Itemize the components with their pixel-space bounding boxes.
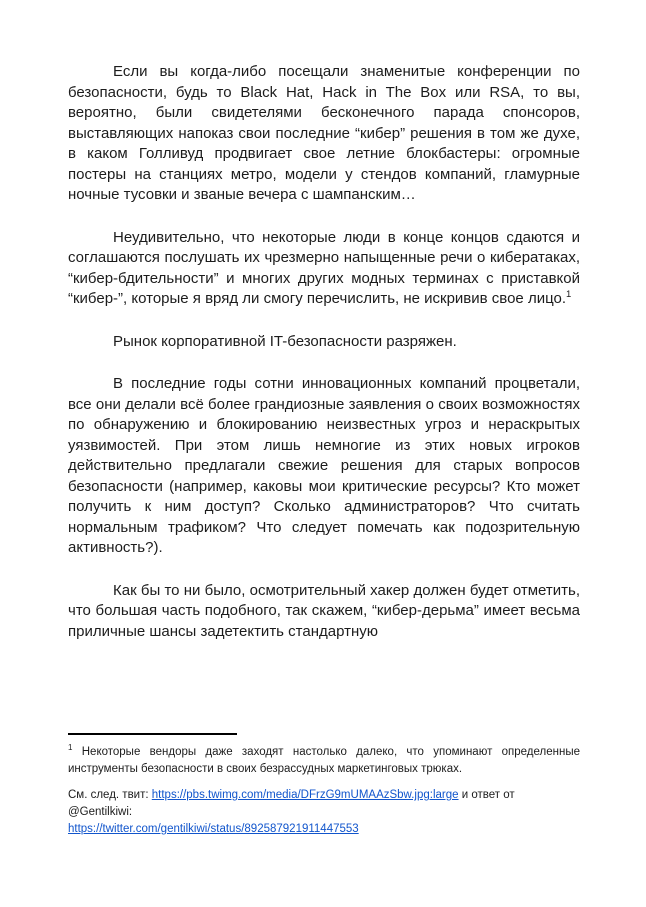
paragraph-1-text: Если вы когда-либо посещали знаменитые конференции по безопасности, будь то Black Hat, Hack in The Box или RSA, то вы, вероятно, были свидетелями бесконечного парада спонсоров, выставляющих напоказ свои последние “кибер” решения в том же духе, в каком Голливуд продвигает свое летние блокбастеры: огромные постеры на станциях метро, модели у стендов компаний, гламурные ночные тусовки и званые вечера с шампанским…: [68, 63, 580, 203]
twitter-status-link[interactable]: https://twitter.com/gentilkiwi/status/892587921911447553: [68, 823, 359, 835]
footnote-see-prefix: См. след. твит:: [68, 789, 152, 801]
paragraph-2: [68, 228, 580, 310]
paragraph-3: [68, 332, 580, 353]
body-text: [68, 62, 580, 664]
footnote-links-paragraph: [68, 787, 580, 838]
paragraph-2-text: Неудивительно, что некоторые люди в конце концов сдаются и соглашаются послушать их чрезмерно напыщенные речи о кибератаках, “кибер-бдительности” и многих других модных терминах с приставкой “кибер-”, которые я вряд ли смогу перечислить, не искривив свое лицо.: [68, 228, 580, 307]
paragraph-5-text: Как бы то ни было, осмотрительный хакер должен будет отметить, что большая часть подобного, так скажем, “кибер-дерьма” имеет весьма приличные шансы задетектить стандартную: [68, 581, 580, 640]
paragraph-3-text: Рынок корпоративной IT-безопасности разряжен.: [113, 332, 457, 350]
footnote-middle-text: и ответ от @Gentilkiwi:: [68, 789, 515, 818]
footnote-1-text: Некоторые вендоры даже заходят настолько далеко, что упоминают определенные инструменты безопасности в своих безрассудных маркетинговых трюках.: [68, 746, 580, 775]
footnote-separator-line: [68, 733, 237, 735]
page-content: [68, 0, 580, 907]
paragraph-4: [68, 374, 580, 559]
twitter-image-link[interactable]: https://pbs.twimg.com/media/DFrzG9mUMAAzSbw.jpg:large: [151, 789, 459, 801]
footnote-1: [68, 744, 580, 778]
footnote-area: [68, 733, 580, 838]
paragraph-1: [68, 62, 580, 206]
footnote-1-marker: 1: [68, 743, 73, 753]
footnote-reference-marker: 1: [566, 289, 572, 300]
paragraph-5: [68, 581, 580, 643]
paragraph-4-text: В последние годы сотни инновационных компаний процветали, все они делали всё более грандиозные заявления о своих возможностях по обнаружению и блокированию неизвестных угроз и нераскрытых уязвимостей. При этом лишь немногие из этих новых игроков действительно предлагали свежие решения для старых вопросов безопасности (например, каковы мои критические ресурсы? Кто может получить к ним доступ? Сколько администраторов? Что считать нормальным трафиком? Что следует помечать как подозрительную активность?).: [68, 375, 580, 556]
